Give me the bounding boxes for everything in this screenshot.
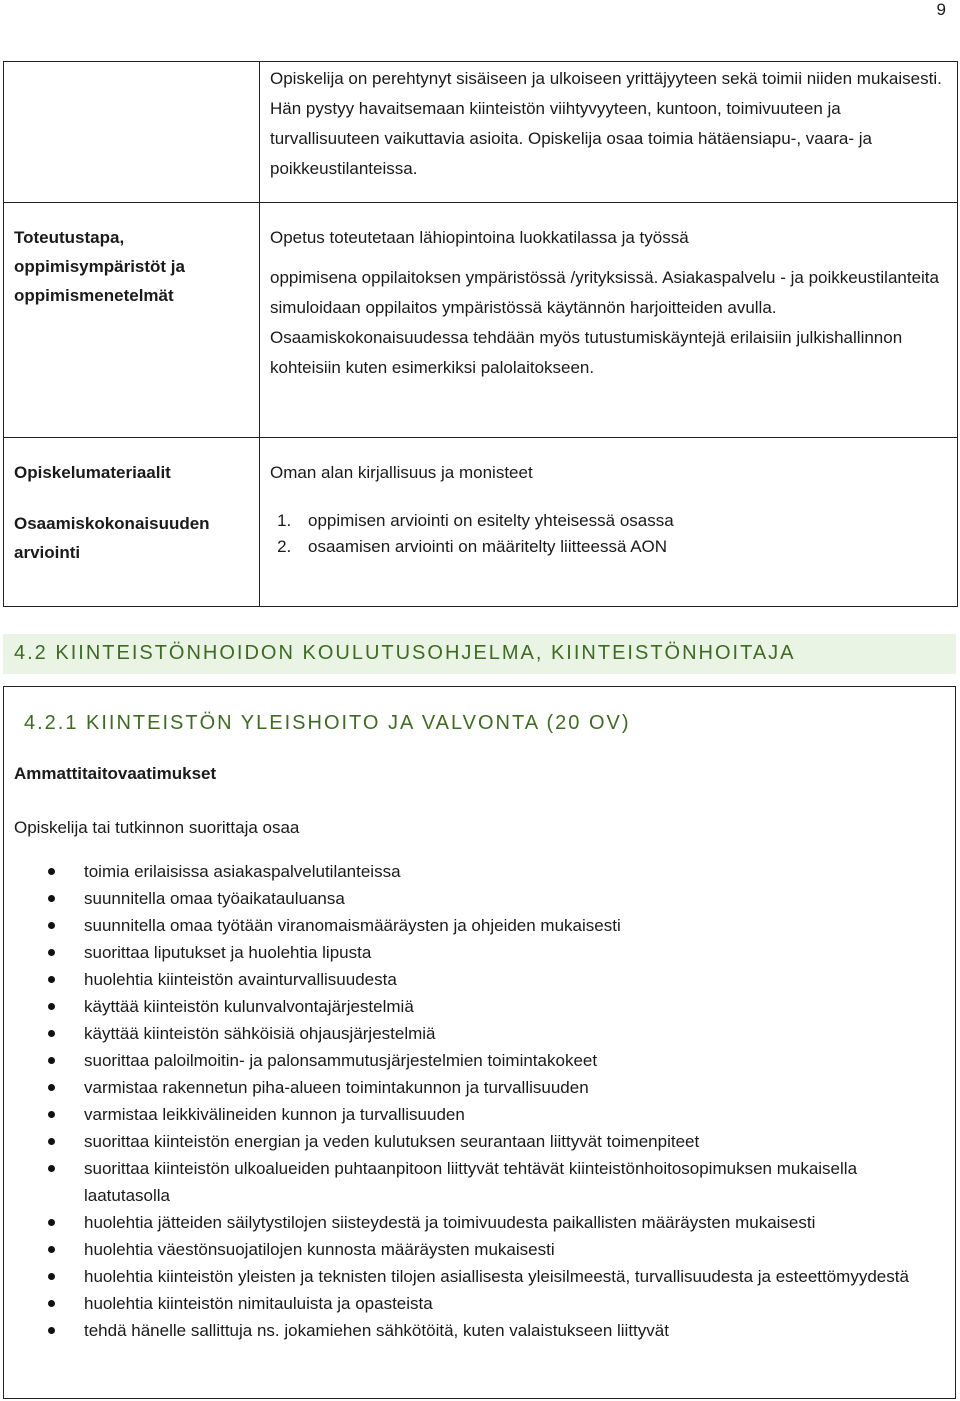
list-item-text: suorittaa paloilmoitin- ja palonsammutusjärjestelmien toimintakokeet	[84, 1051, 598, 1070]
list-item	[14, 1317, 934, 1344]
table-row	[4, 62, 958, 203]
bullet-icon	[48, 1246, 55, 1253]
list-item	[14, 939, 934, 966]
bullet-icon	[48, 1057, 55, 1064]
materials-label: Opiskelumateriaalit	[14, 463, 171, 482]
list-item	[14, 1128, 934, 1155]
list-item-text: varmistaa leikkivälineiden kunnon ja turvallisuuden	[84, 1105, 465, 1124]
bullet-icon	[48, 1111, 55, 1118]
bullet-icon	[48, 1138, 55, 1145]
list-item	[14, 912, 934, 939]
list-item	[14, 1074, 934, 1101]
requirements-heading: Ammattitaitovaatimukset	[14, 764, 217, 783]
list-item-text: suunnitella omaa työtään viranomaismääräysten ja ohjeiden mukaisesti	[84, 916, 621, 935]
list-item	[14, 858, 934, 885]
page-number: 9	[936, 0, 946, 19]
bullet-icon	[48, 1003, 55, 1010]
implementation-text-line1: Opetus toteutetaan lähiopintoina luokkatilassa ja työssä	[270, 228, 689, 247]
bullet-icon	[48, 976, 55, 983]
bullet-icon	[48, 1165, 55, 1172]
list-item-text: suorittaa kiinteistön energian ja veden kulutuksen seurantaan liittyvät toimenpiteet	[84, 1132, 700, 1151]
subsection-heading: 4.2.1 KIINTEISTÖN YLEISHOITO JA VALVONTA (20 OV)	[24, 712, 631, 734]
implementation-text: oppimisena oppilaitoksen ympäristössä /yrityksissä. Asiakaspalvelu - ja poikkeustilanteita simuloidaan oppilaitos ympäristössä käytännön harjoitteiden avulla. Osaamiskokonaisuudessa tehdään myös tutustumiskäyntejä erilaisiin julkishallinnon kohteisiin kuten esimerkiksi palolaitokseen.	[270, 268, 939, 377]
list-item-text: huolehtia kiinteistön avainturvallisuudesta	[84, 970, 397, 989]
table-cell	[260, 438, 958, 607]
list-item-text: suorittaa kiinteistön ulkoalueiden puhtaanpitoon liittyvät tehtävät kiinteistönhoitosopimuksen mukaisella laatutasolla	[84, 1159, 858, 1205]
list-item	[14, 1236, 934, 1263]
list-item-text: suorittaa liputukset ja huolehtia lipusta	[84, 943, 372, 962]
label-cell	[4, 203, 260, 438]
list-item	[14, 885, 934, 912]
list-item	[14, 1209, 934, 1236]
list-item-text: tehdä hänelle sallittuja ns. jokamiehen sähkötöitä, kuten valaistukseen liittyvät	[84, 1321, 669, 1340]
objectives-text: Opiskelija on perehtynyt sisäiseen ja ulkoiseen yrittäjyyteen sekä toimii niiden mukaisesti. Hän pystyy havaitsemaan kiinteistön viihtyvyyteen, kuntoon, toimivuuteen ja turvallisuuteen vaikuttavia asioita. Opiskelija osaa toimia hätäensiapu-, vaara- ja poikkeustilanteissa.	[270, 69, 942, 178]
list-item	[14, 1047, 934, 1074]
skills-list	[14, 858, 934, 1344]
list-item	[14, 1155, 934, 1209]
course-info-table	[3, 61, 958, 607]
bullet-icon	[48, 1084, 55, 1091]
bullet-icon	[48, 922, 55, 929]
table-cell	[260, 62, 958, 203]
list-item-text: huolehtia kiinteistön nimitauluista ja opasteista	[84, 1294, 433, 1313]
list-item	[14, 1263, 934, 1290]
intro-text: Opiskelija tai tutkinnon suorittaja osaa	[14, 818, 300, 837]
list-item	[14, 1290, 934, 1317]
table-row	[4, 203, 958, 438]
list-item-text: varmistaa rakennetun piha-alueen toimintakunnon ja turvallisuuden	[84, 1078, 589, 1097]
empty-label-cell	[4, 62, 260, 203]
bullet-icon	[48, 1030, 55, 1037]
list-item: 1. oppimisen arviointi on esitelty yhteisessä osassa	[296, 508, 957, 534]
table-cell	[260, 203, 958, 438]
list-item-text: huolehtia kiinteistön yleisten ja teknisten tilojen asiallisesta yleisilmeestä, turvallisuudesta ja esteettömyydestä	[84, 1267, 909, 1286]
bullet-icon	[48, 949, 55, 956]
assessment-label: Osaamiskokonaisuuden arviointi	[14, 514, 210, 562]
list-item-text: käyttää kiinteistön sähköisiä ohjausjärjestelmiä	[84, 1024, 436, 1043]
materials-text: Oman alan kirjallisuus ja monisteet	[270, 463, 533, 482]
list-item-text: suunnitella omaa työaikatauluansa	[84, 889, 345, 908]
label-cell	[4, 438, 260, 607]
list-item-text: toimia erilaisissa asiakaspalvelutilanteissa	[84, 862, 401, 881]
bullet-icon	[48, 895, 55, 902]
section-heading: 4.2 KIINTEISTÖNHOIDON KOULUTUSOHJELMA, KIINTEISTÖNHOITAJA	[14, 642, 796, 664]
list-item-text: huolehtia väestönsuojatilojen kunnosta määräysten mukaisesti	[84, 1240, 555, 1259]
table-row	[4, 438, 958, 607]
bullet-icon	[48, 1219, 55, 1226]
assessment-list	[260, 508, 957, 560]
list-item	[14, 966, 934, 993]
bullet-icon	[48, 1273, 55, 1280]
list-item: 2. osaamisen arviointi on määritelty liitteessä AON	[296, 534, 957, 560]
list-item	[14, 1020, 934, 1047]
list-item-text: huolehtia jätteiden säilytystilojen siisteydestä ja toimivuudesta paikallisten määräysten mukaisesti	[84, 1213, 816, 1232]
list-item-text: käyttää kiinteistön kulunvalvontajärjestelmiä	[84, 997, 414, 1016]
bullet-icon	[48, 1300, 55, 1307]
implementation-label: Toteutustapa, oppimisympäristöt ja oppimismenetelmät	[14, 228, 185, 305]
list-item	[14, 1101, 934, 1128]
list-item	[14, 993, 934, 1020]
bullet-icon	[48, 868, 55, 875]
bullet-icon	[48, 1327, 55, 1334]
